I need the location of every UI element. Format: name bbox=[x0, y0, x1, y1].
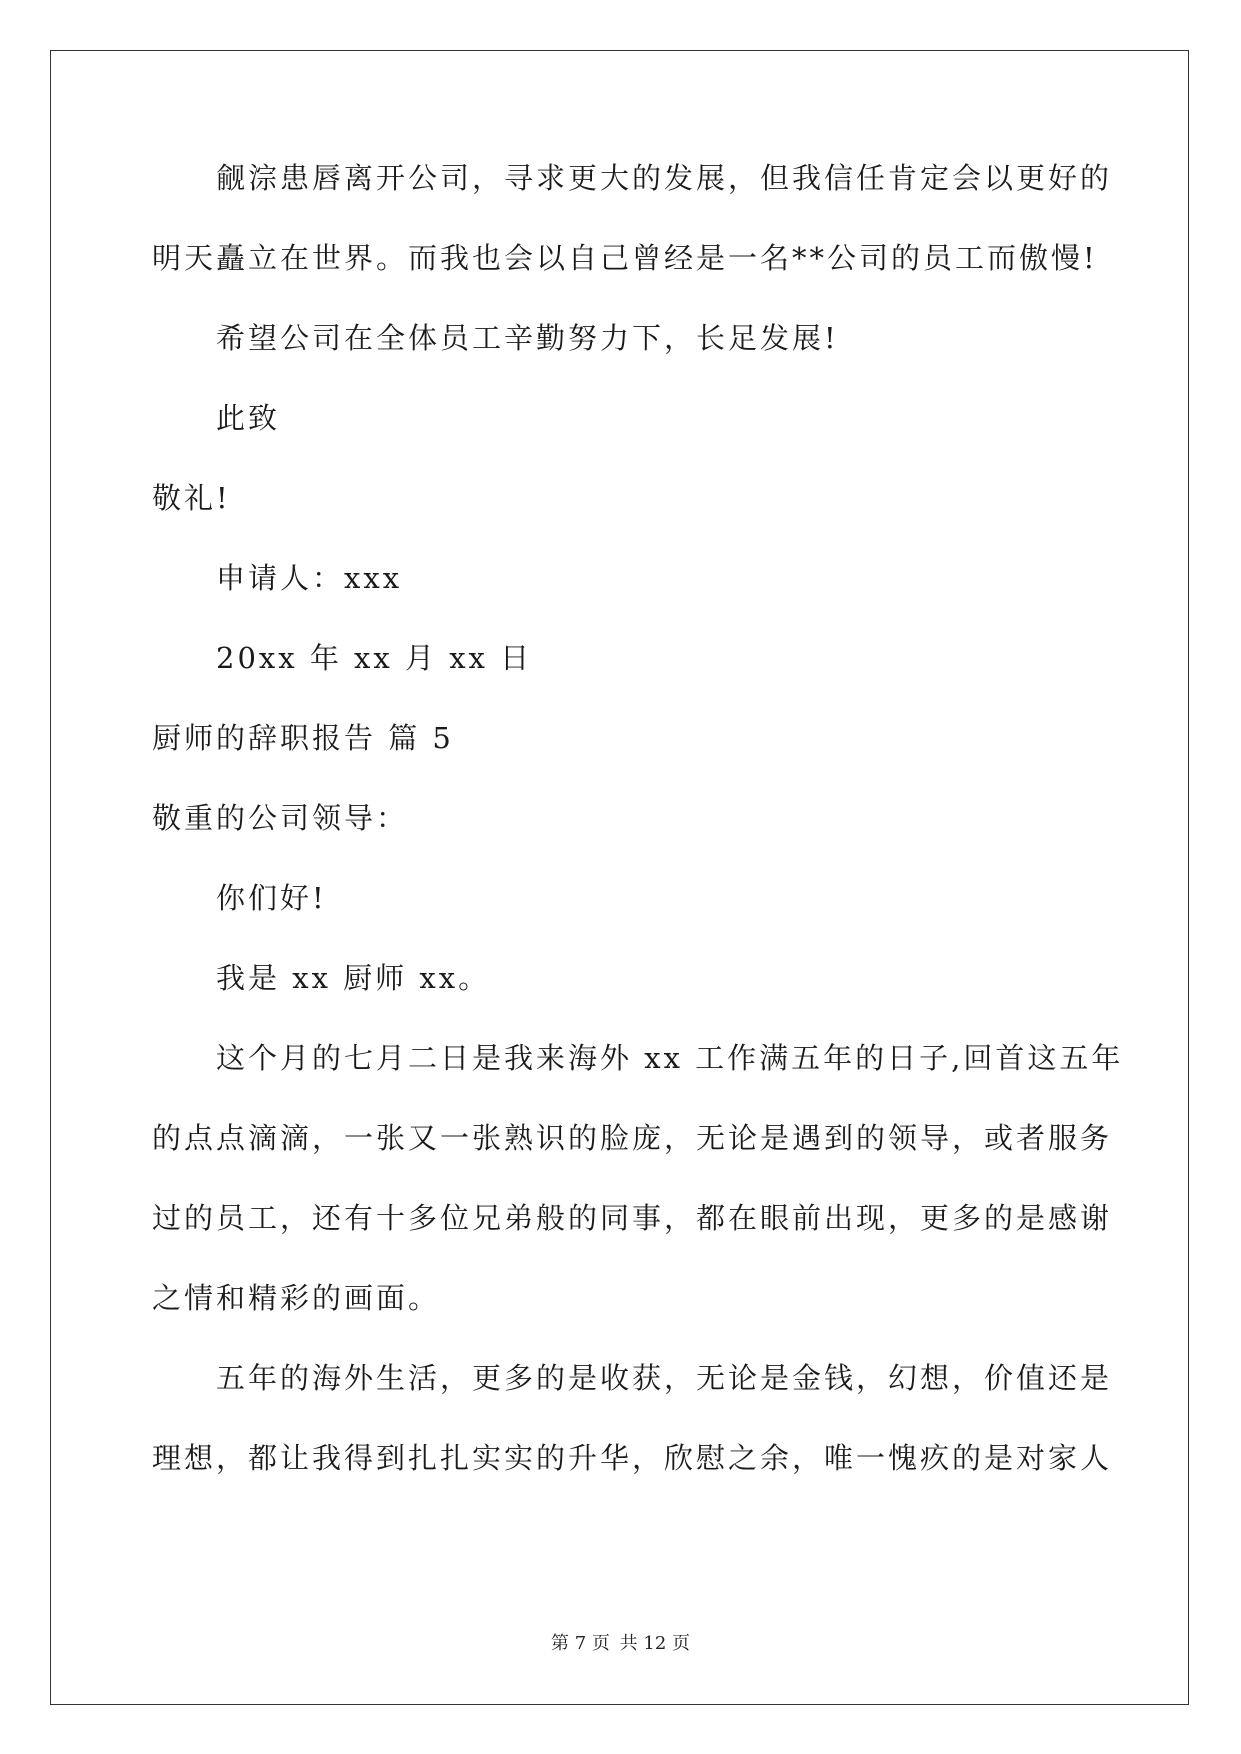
text-line-12: 这个月的七月二日是我来海外 xx 工作满五年的日子,回首这五年 bbox=[152, 1041, 1124, 1075]
text-line-1: 觎淙患唇离开公司，寻求更大的发展，但我信任肯定会以更好的 bbox=[152, 161, 1113, 195]
section-title: 厨师的辞职报告 篇 5 bbox=[152, 721, 454, 755]
text-line-5: 敬礼! bbox=[152, 481, 231, 515]
text-line-7: 20xx 年 xx 月 xx 日 bbox=[152, 641, 533, 675]
text-line-4: 此致 bbox=[152, 401, 281, 435]
text-line-11: 我是 xx 厨师 xx。 bbox=[152, 961, 491, 995]
text-line-13: 的点点滴滴，一张又一张熟识的脸庞，无论是遇到的领导，或者服务 bbox=[152, 1121, 1113, 1155]
text-line-6: 申请人：xxx bbox=[152, 561, 403, 595]
text-line-2: 明天矗立在世界。而我也会以自己曾经是一名**公司的员工而傲慢! bbox=[152, 241, 1098, 275]
text-line-15: 之情和精彩的画面。 bbox=[152, 1281, 441, 1315]
text-line-3: 希望公司在全体员工辛勤努力下，长足发展! bbox=[152, 321, 839, 355]
text-line-17: 理想，都让我得到扎扎实实的升华，欣慰之余，唯一愧疚的是对家人 bbox=[152, 1441, 1113, 1475]
page-number: 第 7 页 bbox=[551, 1633, 610, 1654]
page-total: 共 12 页 bbox=[619, 1633, 690, 1654]
text-line-14: 过的员工，还有十多位兄弟般的同事，都在眼前出现，更多的是感谢 bbox=[152, 1201, 1113, 1235]
page-footer bbox=[0, 1629, 1241, 1655]
text-line-10: 你们好! bbox=[152, 881, 327, 915]
text-line-16: 五年的海外生活，更多的是收获，无论是金钱，幻想，价值还是 bbox=[152, 1361, 1113, 1395]
salutation: 敬重的公司领导： bbox=[152, 801, 409, 835]
